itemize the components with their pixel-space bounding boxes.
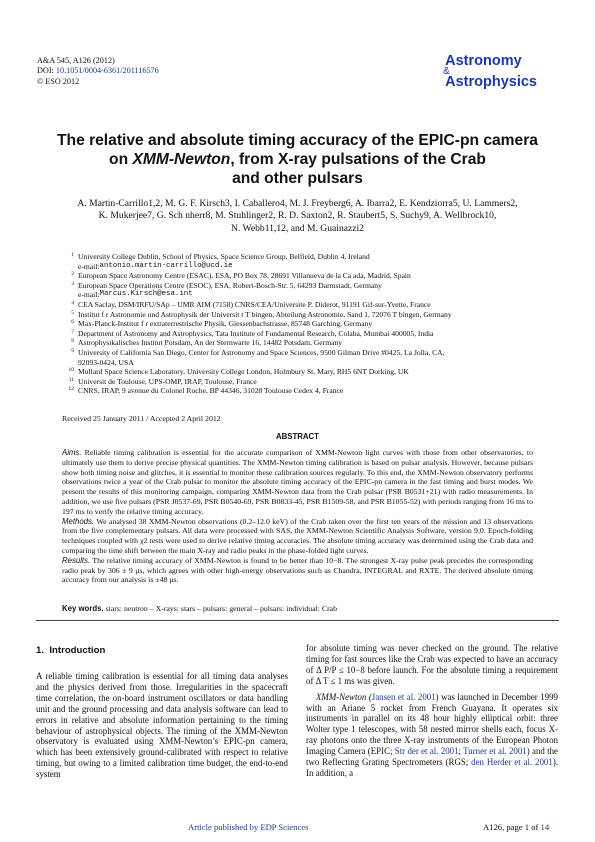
affiliation-number: 10 xyxy=(68,367,74,374)
affiliation-row xyxy=(62,262,542,272)
affiliation-text: Mullard Space Science Laboratory, University College London, Holmbury St. Mary, RH5 6NT Dorking, UK xyxy=(78,367,409,377)
copyright: © ESO 2012 xyxy=(37,76,80,86)
affiliation-row xyxy=(62,377,542,387)
affiliation-row xyxy=(62,367,542,377)
results-text: The relative timing accuracy of XMM-Newton is found to be better than 10−8. The strongest X-ray pulse peak precedes the corresponding radio peak by 306 ± 9 μs, which agrees with other high-energy observations such as Chandra, INTEGRAL and RXTE. The derived absolute timing accuracy from our analysis is ±48 μs. xyxy=(62,555,533,585)
affiliation-text: Astrophysikalisches Institut Potsdam, An der Sternwarte 16, 14482 Potsdam, Germany xyxy=(78,338,343,348)
journal-citation: A&A 545, A126 (2012) xyxy=(37,56,115,65)
affiliation-number: 6 xyxy=(71,319,74,326)
affiliation-row xyxy=(62,358,542,368)
authors-line1: A. Martin-Carrillo1,2, M. G. F. Kirsch3, I. Caballero4, M. J. Freyberg6, A. Ibarra2, E. Kendziorra5, U. Lammers2, xyxy=(77,198,518,209)
intro-paragraph-1: A reliable timing calibration is essential for all timing data analyses and the physics derived from those. Irregularities in the spacecraft time correlation, the on-board instrument oscillators or data handling unit and the ground processing and data analysis software can lead to errors in relative and absolute information pertaining to the timing behaviour of astrophysical objects. The timing of the XMM-Newton observatory is evaluated using XMM-Newton’s EPIC-pn camera, which has been extensively ground-calibrated with respect to relative timing, but owing to a limited calibration time budget, the end-to-end system xyxy=(36,671,288,780)
abstract-aims xyxy=(62,448,533,517)
page-total-link[interactable]: 14 xyxy=(540,822,550,832)
aims-text: Reliable timing calibration is essential for the accurate comparison of XMM-Newton light curves with those from other observatories, to ultimately use them to derive precise physical quantities. The XMM-Newton timing calibration is based on pulsar analysis. However, because pulsars show both timing noise and glitches, it is essential to monitor these calibration sources regularly. To this end, the XMM-Newton observatory performs observations twice a year of the Crab pulsar to monitor the absolute timing accuracy of the EPIC-pn camera in the fast timing and burst modes. We present the results of this monitoring campaign, comparing XMM-Newton data from the Crab pulsar (PSR B0531+21) with radio measurements. In addition, we use five pulsars (PSR J0537-69, PSR B0540-69, PSR B0833-45, PSR B1509-58, and PSR B1055-52) with periods ranging from 16 ms to 197 ms to verify the relative timing accuracy. xyxy=(62,448,533,516)
methods-text: We analysed 38 XMM-Newton observations (0.2–12.0 keV) of the Crab taken over the first ten years of the mission and 13 observations from the five complementary pulsars. All data were processed with SAS, the XMM-Newton Scientific Analysis Software, version 9.0. Epoch-folding techniques coupled with χ2 tests were used to derive relative timing accuracies. The absolute timing accuracy was determined using the Crab data and comparing the time shift between the main X-ray and radio peaks in the phase-folded light curves. xyxy=(62,516,533,555)
aims-label: Aims. xyxy=(62,448,82,457)
affiliation-number: 3 xyxy=(71,280,74,287)
affiliation-text: Max-Planck-Institut f r extraterrestrische Physik, Giessenbachstrasse, 85748 Garching, Germany xyxy=(78,319,373,329)
affiliation-number: 5 xyxy=(71,309,74,316)
keywords xyxy=(62,604,533,613)
title-line2 xyxy=(36,150,559,169)
affiliation-text: Department of Astronomy and Astrophysics, Tata Institute of Fundamental Research, Colaba, Mumbai 400005, India xyxy=(78,328,434,338)
ref-struder[interactable]: Str der et al. 2001 xyxy=(394,746,459,757)
ref-turner[interactable]: Turner et al. 2001 xyxy=(463,746,527,757)
affiliation-text: University College Dublin, School of Physics, Space Science Group, Belfield, Dublin 4, Ireland xyxy=(78,252,370,261)
results-label: Results. xyxy=(62,555,91,565)
doi-label: DOI: xyxy=(37,66,54,76)
affiliation-row xyxy=(62,271,542,281)
methods-label: Methods. xyxy=(62,516,95,526)
affiliation-text: Universit de Toulouse, UPS-OMP, IRAP, Toulouse, France xyxy=(78,376,257,386)
affiliation-number: 2 xyxy=(71,271,74,278)
affiliation-number: 4 xyxy=(71,299,74,306)
journal-header xyxy=(37,56,159,87)
section-heading xyxy=(36,645,105,656)
affiliation-row xyxy=(62,310,542,320)
section-title: Introduction xyxy=(49,645,106,656)
publisher-link[interactable]: Article published by EDP Sciences xyxy=(188,822,309,832)
affiliation-number xyxy=(62,290,78,300)
logo-line1: Astronomy xyxy=(445,53,522,69)
doi-link[interactable]: 10.1051/0004-6361/201116576 xyxy=(55,66,159,76)
keywords-text: stars: neutron – X-rays: stars – pulsars: general – pulsars: individual: Crab xyxy=(105,604,338,613)
affiliation-row xyxy=(62,290,542,300)
abstract-methods xyxy=(62,517,533,556)
title-line1: The relative and absolute timing accuracy of the EPIC-pn camera xyxy=(57,132,538,149)
affiliation-row xyxy=(62,300,542,310)
abstract-heading: ABSTRACT xyxy=(276,432,319,441)
title-line2-pre: on xyxy=(109,151,133,168)
doi-line xyxy=(37,66,159,76)
affiliation-number xyxy=(62,358,78,368)
page-label: A126, page 1 of xyxy=(483,822,541,832)
left-column xyxy=(36,671,288,780)
affiliation-number: 11 xyxy=(68,376,74,383)
section-number: 1. xyxy=(36,645,45,656)
affiliation-text: Institut f r Astronomie und Astrophysik der Universit t T bingen, Abteilung Astronomie, Sand 1, 72076 T bingen, Germany xyxy=(78,309,452,319)
para3-text-d: ) and the two Reflecting Grating Spectrometers (RGS; xyxy=(306,746,558,768)
ref-jansen[interactable]: Jansen et al. 2001 xyxy=(371,691,436,702)
affiliation-number: 12 xyxy=(68,386,74,393)
affiliation-row xyxy=(62,338,542,348)
abstract-body xyxy=(62,448,533,585)
abstract-divider xyxy=(36,620,559,621)
logo-amp: & xyxy=(443,66,450,77)
affiliation-text: University of California San Diego, Center for Astronomy and Space Sciences, 9500 Gilman Drive #0425, La Jolla, CA, xyxy=(78,347,445,357)
affiliation-row xyxy=(62,252,542,262)
affiliation-number: 7 xyxy=(71,328,74,335)
title-line2-post: , from X-ray pulsations of the Crab xyxy=(230,151,486,168)
logo-line2: Astrophysics xyxy=(445,74,537,90)
affiliation-text: 92093-0424, USA xyxy=(78,357,134,367)
journal-logo xyxy=(445,55,537,89)
keywords-label: Key words. xyxy=(62,604,104,613)
affiliation-text: CEA Saclay, DSM/IRFU/SAp – UMR AIM (7158) CNRS/CEA/Universite P. Diderot, 91191 Gif-sur-Yvette, France xyxy=(78,299,431,309)
affiliation-text: e-mail: xyxy=(78,261,100,271)
affiliation-text: European Space Astronomy Centre (ESAC), ESA, PO Box 78, 28691 Villanueva de la Ca ada, Madrid, Spain xyxy=(78,271,411,281)
right-column xyxy=(306,643,558,779)
affiliation-row xyxy=(62,348,542,358)
intro-paragraph-3 xyxy=(306,692,558,779)
footer-page xyxy=(483,822,549,832)
intro-paragraph-2: for absolute timing was never checked on the ground. The relative timing for fast sources like the Crab was expected to have an accuracy of Δ P/P ≤ 10−8 before launch. For the absolute timing a requirement of Δ T ≤ 1 ms was given. xyxy=(306,643,558,686)
title-line2-em: XMM-Newton xyxy=(132,151,231,168)
paper-title xyxy=(36,131,559,188)
email-link[interactable]: antonio.martin-carrillo@ucd.ie xyxy=(99,261,233,270)
affiliation-number: 1 xyxy=(71,252,74,258)
affiliation-text: e-mail: xyxy=(78,290,100,300)
affiliation-row xyxy=(62,329,542,339)
affiliation-text: European Space Operations Centre (ESOC), ESA, Robert-Bosch-Str. 5, 64293 Darmstadt, Germany xyxy=(78,280,382,290)
affiliation-row xyxy=(62,319,542,329)
authors-line3: N. Webb11,12, and M. Guainazzi2 xyxy=(231,222,364,234)
abstract-results xyxy=(62,556,533,585)
affiliation-number xyxy=(62,262,78,272)
para3-text-e: ). In addition, a xyxy=(306,757,558,778)
affiliation-number: 8 xyxy=(71,338,74,345)
title-line3: and other pulsars xyxy=(232,170,363,187)
xmm-text: XMM-Newton ( xyxy=(316,691,372,702)
ref-den-herder[interactable]: den Herder et al. 2001 xyxy=(471,757,553,768)
para3-text-c: ; xyxy=(458,746,464,757)
affiliation-number: 9 xyxy=(71,347,74,354)
affiliation-row xyxy=(62,281,542,291)
affiliation-text: CNRS, IRAP, 9 avenue du Colonel Roche, BP 44346, 31028 Toulouse Cedex 4, France xyxy=(78,386,344,396)
para3-text-b: ) was launched in December 1999 with an Ariane 5 rocket from French Guayana. It operates six instruments in parallel on its 48 hour highly elliptical orbit: three Wolter type 1 telescopes, with 58 nested mirror shells each, focus X-ray photons onto the three X-ray instruments of the European Photon Imaging Camera (EPIC; xyxy=(306,691,558,757)
authors-line2: K. Mukerjee7, G. Sch nherr8, M. Stuhlinger2, R. D. Saxton2, R. Staubert5, S. Suchy9, A. Wellbrock10, xyxy=(98,210,497,222)
footer-publisher xyxy=(188,822,308,832)
affiliation-row xyxy=(62,386,542,396)
affiliation-list xyxy=(62,252,542,396)
email-link[interactable]: Marcus.Kirsch@esa.int xyxy=(99,290,193,299)
author-list xyxy=(62,198,533,235)
received-accepted-dates: Received 25 January 2011 / Accepted 2 April 2012 xyxy=(62,414,221,423)
